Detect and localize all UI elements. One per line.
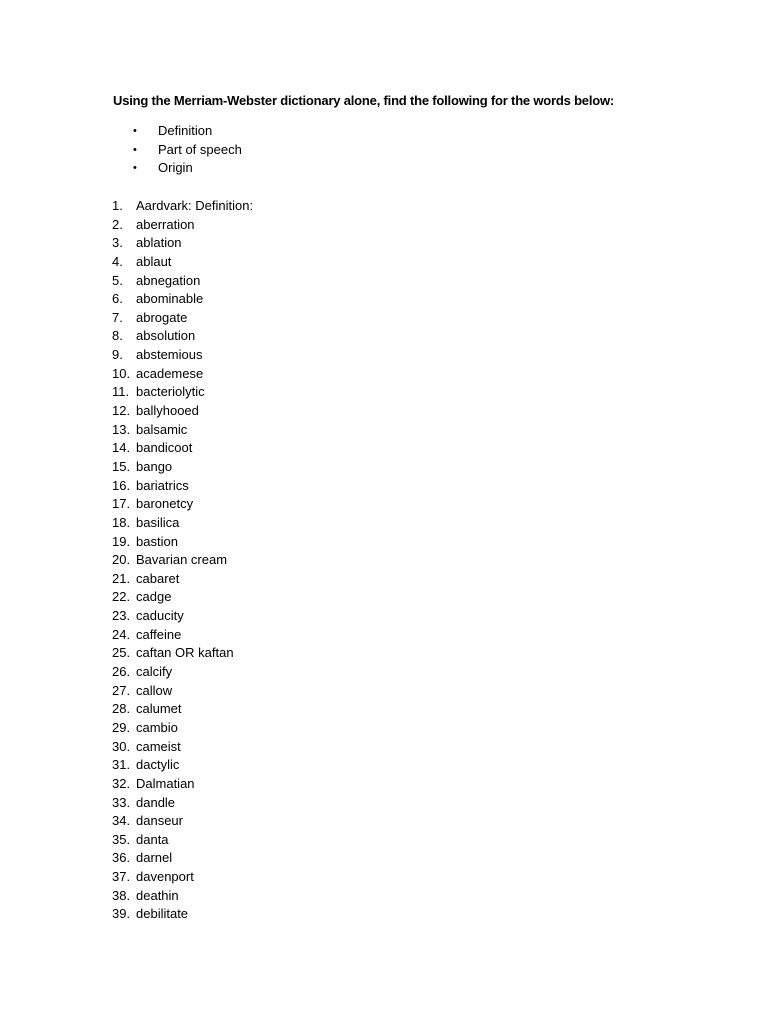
list-item-number: 34.	[112, 813, 131, 829]
list-item-number: 31.	[112, 757, 131, 773]
list-item-number: 2.	[112, 216, 123, 232]
bullet-item	[133, 122, 242, 141]
list-item	[112, 738, 253, 757]
list-item-word: bandicoot	[136, 440, 193, 456]
list-item-number: 26.	[112, 664, 131, 680]
list-item-number: 27.	[112, 682, 131, 698]
list-item-number: 6.	[112, 291, 123, 307]
list-item-number: 13.	[112, 421, 131, 437]
list-item	[112, 570, 253, 589]
list-item	[112, 700, 253, 719]
list-item	[112, 663, 253, 682]
list-item	[112, 719, 253, 738]
list-item	[112, 682, 253, 701]
list-item-word: bariatrics	[136, 477, 189, 493]
list-item-word: academese	[136, 365, 204, 381]
list-item	[112, 327, 253, 346]
list-item-number: 3.	[112, 235, 123, 251]
list-item	[112, 439, 253, 458]
list-item-number: 18.	[112, 514, 131, 530]
list-item-word: cameist	[136, 738, 181, 754]
list-item-word: cambio	[136, 719, 178, 735]
list-item	[112, 383, 253, 402]
list-item-word: bango	[136, 458, 173, 474]
list-item-number: 24.	[112, 626, 131, 642]
list-item	[112, 868, 253, 887]
list-item-word: basilica	[136, 514, 180, 530]
bullet-label: Definition	[158, 123, 213, 138]
list-item-word: caffeine	[136, 626, 182, 642]
list-item-number: 36.	[112, 850, 131, 866]
list-item	[112, 253, 253, 272]
list-item	[112, 421, 253, 440]
list-item-word: Aardvark: Definition:	[136, 198, 254, 213]
list-item-word: caducity	[136, 608, 184, 624]
list-item-number: 21.	[112, 570, 131, 586]
list-item-word: cabaret	[136, 570, 180, 586]
list-item-word: debilitate	[136, 906, 189, 922]
bullet-icon: •	[133, 162, 137, 175]
list-item-word: callow	[136, 682, 173, 698]
list-item-number: 35.	[112, 831, 131, 847]
list-item-word: baronetcy	[136, 496, 194, 512]
list-item	[112, 309, 253, 328]
list-item-word: absolution	[136, 328, 196, 344]
list-item	[112, 831, 253, 850]
word-numbered-list	[112, 197, 253, 924]
list-item-word: davenport	[136, 869, 194, 885]
list-item-number: 15.	[112, 458, 131, 474]
bullet-label: Origin	[158, 160, 193, 176]
list-item	[112, 290, 253, 309]
list-item	[112, 644, 253, 663]
list-item-word: abnegation	[136, 272, 201, 288]
list-item-word: dactylic	[136, 757, 180, 773]
bullet-label: Part of speech	[158, 141, 242, 157]
list-item-word: bacteriolytic	[136, 384, 205, 400]
list-item	[112, 588, 253, 607]
list-item-number: 11.	[112, 384, 130, 400]
list-item-number: 14.	[112, 440, 131, 456]
list-item	[112, 346, 253, 365]
list-item-number: 7.	[112, 309, 123, 325]
list-item-number: 17.	[112, 496, 131, 512]
list-item	[112, 402, 253, 421]
list-item	[112, 495, 253, 514]
list-item	[112, 794, 253, 813]
list-item-number: 38.	[112, 887, 131, 903]
list-item	[112, 887, 253, 906]
requirements-bullet-list	[133, 122, 242, 178]
list-item-number: 12.	[112, 403, 131, 419]
list-item-word: dandle	[136, 794, 176, 810]
bullet-item	[133, 141, 242, 160]
list-item-word: cadge	[136, 589, 172, 605]
list-item-number: 32.	[112, 775, 131, 791]
list-item-word: abominable	[136, 291, 204, 307]
list-item	[112, 365, 253, 384]
list-item-word: aberration	[136, 216, 195, 232]
list-item-number: 9.	[112, 347, 123, 363]
list-item-word: ballyhooed	[136, 403, 199, 419]
list-item-word: danseur	[136, 813, 183, 829]
list-item-number: 8.	[112, 328, 123, 344]
list-item	[112, 458, 253, 477]
list-item-number: 20.	[112, 552, 131, 568]
list-item	[112, 849, 253, 868]
list-item-number: 1.	[112, 198, 123, 213]
list-item	[112, 905, 253, 924]
list-item-number: 33.	[112, 794, 131, 810]
list-item-number: 37.	[112, 869, 131, 885]
list-item	[112, 775, 253, 794]
list-item-number: 23.	[112, 608, 131, 624]
list-item-number: 16.	[112, 477, 131, 493]
list-item-number: 39.	[112, 906, 131, 922]
list-item-word: Bavarian cream	[136, 552, 228, 568]
list-item-number: 22.	[112, 589, 131, 605]
list-item-word: darnel	[136, 850, 173, 866]
bullet-item	[133, 159, 242, 178]
bullet-icon: •	[133, 125, 137, 137]
list-item-word: calcify	[136, 664, 173, 680]
list-item	[112, 533, 253, 552]
list-item-word: deathin	[136, 887, 179, 903]
list-item-word: bastion	[136, 533, 178, 549]
list-item-word: abstemious	[136, 347, 203, 363]
list-item-word: caftan OR kaftan	[136, 645, 234, 661]
list-item-word: ablaut	[136, 253, 172, 269]
list-item	[112, 272, 253, 291]
list-item-number: 28.	[112, 701, 131, 717]
list-item-word: calumet	[136, 701, 182, 717]
list-item-number: 25.	[112, 645, 131, 661]
list-item-number: 5.	[112, 272, 123, 288]
instructions-heading: Using the Merriam-Webster dictionary alone, find the following for the words below:	[113, 93, 615, 108]
list-item-number: 10.	[112, 365, 131, 381]
list-item	[112, 197, 253, 216]
list-item-word: ablation	[136, 235, 182, 251]
list-item-word: danta	[136, 831, 169, 847]
list-item	[112, 234, 253, 253]
list-item-number: 30.	[112, 738, 131, 754]
list-item	[112, 756, 253, 775]
list-item	[112, 477, 253, 496]
list-item	[112, 607, 253, 626]
list-item-number: 29.	[112, 719, 131, 735]
list-item	[112, 551, 253, 570]
bullet-icon: •	[133, 143, 137, 156]
list-item-word: balsamic	[136, 421, 188, 437]
list-item	[112, 812, 253, 831]
list-item-word: Dalmatian	[136, 775, 195, 791]
list-item-number: 19.	[112, 533, 131, 549]
list-item-number: 4.	[112, 253, 123, 269]
list-item	[112, 514, 253, 533]
list-item	[112, 626, 253, 645]
list-item	[112, 216, 253, 235]
list-item-word: abrogate	[136, 309, 188, 325]
